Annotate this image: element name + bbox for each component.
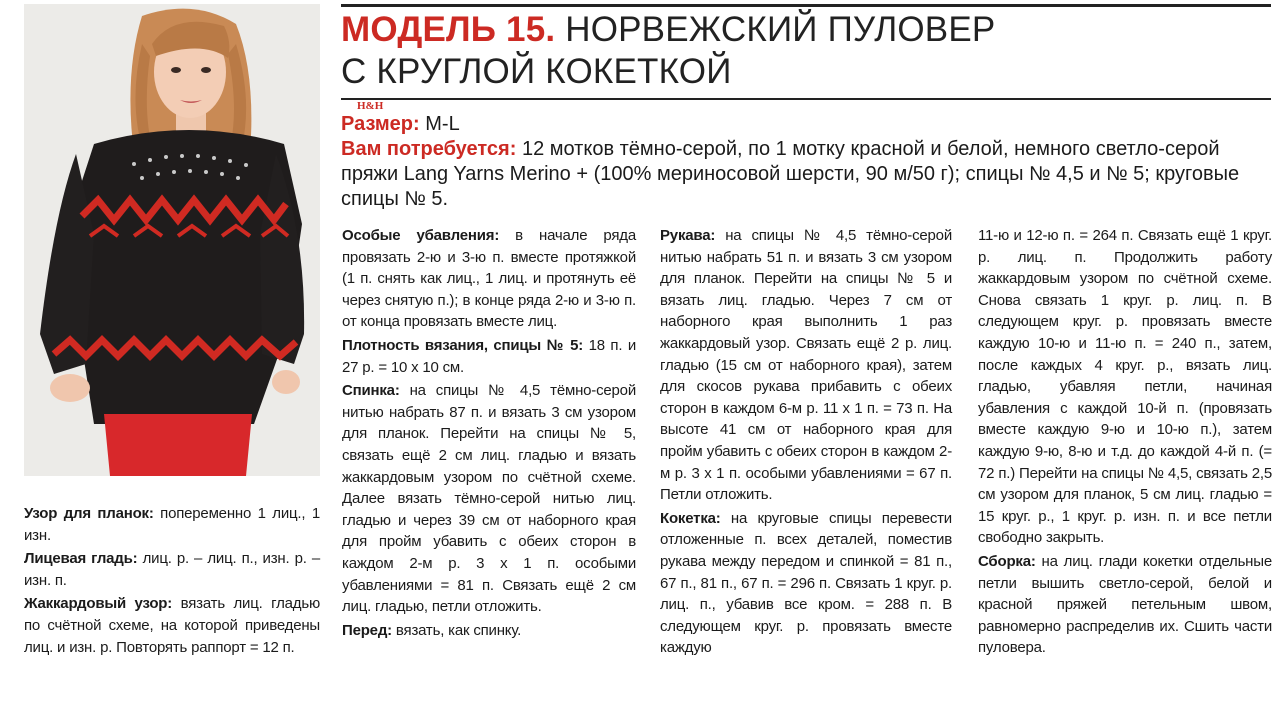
materials-value: 12 мотков тёмно-серой, по 1 мотку красной и белой, немного светло-серой пряжи Lang Yarns Merino + (100% мериносовой шерсти, 90 м/50 г); спицы № 4,5 и № 5; круговые спицы № 5. <box>341 138 1240 210</box>
section-label: Спинка: <box>342 382 400 400</box>
model-number: МОДЕЛЬ 15. <box>341 10 556 49</box>
note-text: вязать лиц. гладью по счётной схеме, на которой приведены лиц. и изн. р. Повторять раппорт = 12 п. <box>24 595 320 656</box>
note-paragraph <box>24 593 320 658</box>
instructions-column-3 <box>978 225 1272 661</box>
note-paragraph <box>24 503 320 546</box>
section-text: на спицы № 4,5 тёмно-серой нитью набрать 51 п. и вязать 3 см узором для планок. Перейти на спицы № 5 и вязать лиц. гладью. Через 7 см от наборного края выполнить 1 раз жаккардовый узор. Связать ещё 2 р. лиц. гладью (15 см от наборного края), затем для скосов рукава прибавить с обеих сторон в каждом 6-м р. 11 х 1 п. = 73 п. На высоте 41 см от наборного края для пройм убавить с обеих сторон в каждом 2-м р. 3 х 1 п. особыми убавлениями = 67 п. Петли отложить. <box>660 227 952 504</box>
sweater-illustration <box>24 4 320 476</box>
section-text: на круговые спицы перевести отложенные п. всех деталей, поместив рукава между передом и спинкой = 81 п., 67 п., 81 п., 67 п. = 296 п. Связать 1 круг. р. лиц. п., убавив все кром. = 288 п. В следующем круг. р. провязать вместе каждую <box>660 509 952 657</box>
instructions-column-1 <box>342 225 636 643</box>
brand-logo: H&H <box>357 100 384 112</box>
instruction-paragraph <box>978 551 1272 659</box>
section-text: 18 п. и 27 р. = 10 х 10 см. <box>342 336 636 376</box>
pattern-notes <box>24 503 320 660</box>
note-text: попеременно 1 лиц., 1 изн. <box>24 505 320 544</box>
section-label: Перед: <box>342 621 392 639</box>
section-label: Особые убавления: <box>342 227 500 244</box>
size-value: M-L <box>419 113 460 135</box>
instruction-paragraph <box>342 335 636 378</box>
section-text: 11-ю и 12-ю п. = 264 п. Связать ещё 1 круг. р. лиц. п. Продолжить работу жаккардовым узором по счётной схеме. Снова связать 1 круг. р. лиц. п. В следующем круг. р. провязать вместе каждую 10-ю и 11-ю п. = 240 п., затем, после каждых 4 круг. р., вязать лиц. гладью, убавляя петли, начиная убавления с каждой 10-й п. (провязать вместе каждую 9-ю и 10-ю п.), затем каждую 9-ю, 8-ю и т.д. до каждой 4-й п. (= 72 п.) Перейти на спицы № 4,5, связать 2,5 см узором для планок, 5 см лиц. гладью = 15 круг. р., 1 круг. р. изн. п. и все петли свободно закрыть. <box>978 227 1272 547</box>
title-part-2: С КРУГЛОЙ КОКЕТКОЙ <box>341 52 732 91</box>
instructions-column-2 <box>660 225 952 661</box>
section-label: Плотность вязания, спицы № 5: <box>342 336 584 354</box>
note-label: Лицевая гладь: <box>24 550 138 568</box>
size-line <box>341 112 1271 137</box>
page-title <box>341 9 1271 93</box>
section-text: вязать, как спинку. <box>391 621 522 639</box>
instruction-paragraph <box>660 225 952 506</box>
instruction-paragraph <box>342 620 636 642</box>
section-text: в начале ряда провязать 2-ю и 3-ю п. вместе протяжкой (1 п. снять как лиц., 1 лиц. и протянуть её через снятую п.); в конце ряда 2-ю и 3-ю п. от конца провязать вместе лиц. <box>342 227 636 331</box>
materials-line <box>341 137 1271 212</box>
instruction-paragraph <box>342 380 636 618</box>
header-divider <box>341 98 1271 100</box>
section-text: на лиц. глади кокетки отдельные петли вышить светло-серой, белой и красной пряжей петельным швом, равномерно распределив их. Сшить части пуловера. <box>978 552 1272 657</box>
instruction-paragraph <box>342 225 636 333</box>
note-label: Узор для планок: <box>24 505 154 522</box>
article-header <box>341 4 1271 212</box>
note-text: лиц. р. – лиц. п., изн. р. – изн. п. <box>24 550 320 589</box>
instruction-paragraph <box>978 225 1272 549</box>
section-label: Рукава: <box>660 227 716 244</box>
materials-label: Вам потребуется: <box>341 138 517 160</box>
instruction-paragraph <box>660 508 952 659</box>
size-label: Размер: <box>341 113 420 135</box>
title-part-1: НОРВЕЖСКИЙ ПУЛОВЕР <box>555 10 996 49</box>
note-paragraph <box>24 548 320 591</box>
section-label: Сборка: <box>978 552 1036 570</box>
section-label: Кокетка: <box>660 509 721 527</box>
section-text: на спицы № 4,5 тёмно-серой нитью набрать 87 п. и вязать 3 см узором для планок. Перейти на спицы № 5, связать ещё 2 см лиц. гладью и вязать жаккардовым узором по счётной схеме. Далее вязать тёмно-серой нитью лиц. гладью и через 39 см от наборного края для пройм убавить с обеих сторон в каждом 2-м р. 3 х 1 п. особыми убавлениями = 81 п. Связать ещё 2 см лиц. гладью, петли отложить. <box>342 382 636 616</box>
model-photo <box>24 4 320 476</box>
note-label: Жаккардовый узор: <box>24 595 173 613</box>
